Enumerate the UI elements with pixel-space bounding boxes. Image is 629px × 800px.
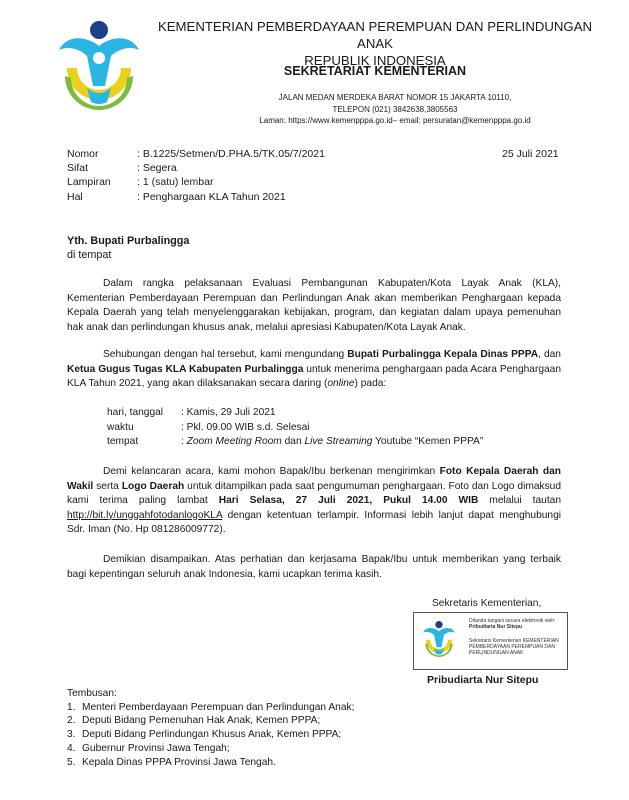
e-signature-stamp bbox=[413, 612, 568, 670]
stamp-line-2: Pribudiarta Nur Sitepu bbox=[469, 624, 523, 630]
event-row-place bbox=[107, 435, 527, 450]
paragraph-3-text: serta bbox=[93, 480, 122, 492]
republic-name: REPUBLIK INDONESIA bbox=[304, 53, 446, 68]
meta-row-hal bbox=[67, 191, 567, 205]
cc-number: 3. bbox=[67, 729, 76, 741]
logo-request: Logo Daerah bbox=[121, 480, 185, 492]
carbon-copy bbox=[67, 687, 354, 769]
stamp-logo-icon bbox=[422, 619, 456, 661]
meta-label: Nomor bbox=[67, 148, 99, 160]
cc-item bbox=[67, 701, 354, 715]
paragraph-3 bbox=[67, 465, 561, 538]
event-label: waktu bbox=[107, 421, 134, 433]
address-line-3: Laman: https://www.kemenpppa.go.id– email: persuratan@kemenpppa.go.id bbox=[259, 116, 531, 125]
paragraph-3-text: Demi kelancaran acara, kami mohon Bapak/Ibu berkenan mengirimkan bbox=[103, 466, 440, 477]
address-line-2: TELEPON (021) 3842638,3805563 bbox=[332, 104, 458, 114]
letter-meta bbox=[67, 148, 567, 205]
meta-label: Lampiran bbox=[67, 176, 111, 189]
recipient-place: di tempat bbox=[67, 249, 112, 261]
cc-item bbox=[67, 756, 354, 770]
paragraph-2-text: Sehubungan dengan hal tersebut, kami mengundang bbox=[103, 349, 348, 360]
paragraph-3-text: dengan ketentuan terlampir. Informasi lebih lanjut dapat menghubungi Sdr. Iman (No. Hp 081286009772). bbox=[67, 509, 561, 536]
meta-row-sifat bbox=[67, 162, 567, 176]
online-text: online bbox=[327, 378, 355, 390]
invitee-1: Bupati Purbalingga Kepala Dinas PPPA bbox=[347, 349, 539, 360]
paragraph-3-text: melalui tautan bbox=[478, 495, 561, 507]
meta-value: : 1 (satu) lembar bbox=[137, 176, 214, 189]
stamp-line-3: Sekretaris Kementerian KEMENTERIAN PEMBERDAYAAN PEREMPUAN DAN PERLINDUNGAN ANAK bbox=[469, 638, 559, 656]
secretariat-name: SEKRETARIAT KEMENTERIAN bbox=[283, 64, 467, 78]
event-value-text: dan bbox=[281, 436, 305, 448]
cc-number: 1. bbox=[67, 701, 76, 713]
event-value bbox=[181, 435, 483, 450]
event-value: : Pkl. 09.00 WIB s.d. Selesai bbox=[181, 421, 310, 433]
meta-value: : Penghargaan KLA Tahun 2021 bbox=[137, 190, 286, 203]
cc-text: Menteri Pemberdayaan Perempuan dan Perlindungan Anak; bbox=[82, 701, 355, 713]
upload-link[interactable]: http://bit.ly/unggahfotodanlogoKLA bbox=[67, 509, 223, 521]
event-row-time bbox=[107, 421, 527, 436]
event-venue: Zoom Meeting Room bbox=[186, 436, 282, 448]
cc-text: Gubernur Provinsi Jawa Tengah; bbox=[82, 742, 230, 754]
meta-label: Hal bbox=[67, 190, 83, 203]
paragraph-4 bbox=[67, 553, 561, 582]
event-row-day bbox=[107, 406, 527, 421]
letterhead-title bbox=[140, 18, 610, 69]
signatory-title: Sekretaris Kementerian, bbox=[432, 598, 542, 609]
address-line-1: JALAN MEDAN MERDEKA BARAT NOMOR 15 JAKARTA 10110, bbox=[278, 93, 512, 102]
paragraph-2 bbox=[67, 348, 561, 392]
paragraph-2-text: ) pada: bbox=[354, 378, 387, 390]
paragraph-2-text: , dan bbox=[538, 349, 561, 360]
ministry-name: KEMENTERIAN PEMBERDAYAAN PEREMPUAN DAN PERLINDUNGAN ANAK bbox=[157, 19, 593, 51]
recipient-name: Yth. Bupati Purbalingga bbox=[67, 235, 190, 247]
paragraph-1-text: Dalam rangka pelaksanaan Evaluasi Pembangunan Kabupaten/Kota Layak Anak (KLA), Kementerian Pemberdayaan Perempuan dan Perlindungan Anak akan memberikan Penghargaan kepada Kepala Daerah yang telah menyelenggarakan kebijakan, program, dan kegiatan dalam upaya pemenuhan hak anak dan perlindungan khusus anak, melalui apresiasi Kabupaten/Kota Layak Anak. bbox=[67, 278, 561, 333]
meta-row-lampiran bbox=[67, 176, 567, 190]
cc-text: Deputi Bidang Perlindungan Khusus Anak, Kemen PPPA; bbox=[82, 729, 342, 741]
stamp-header bbox=[469, 618, 555, 630]
event-stream: Live Streaming bbox=[304, 436, 373, 448]
paragraph-4-text: Demikian disampaikan. Atas perhatian dan kerjasama Bapak/Ibu untuk memberikan yang terbaik bagi kepentingan seluruh anak Indonesia, kami ucapkan terima kasih. bbox=[67, 554, 561, 580]
stamp-line-1: Ditanda tangani secara elektronik oleh: bbox=[469, 618, 556, 624]
photo-request: Foto Kepala Daerah dan Wakil bbox=[67, 466, 561, 492]
event-value: : Kamis, 29 Juli 2021 bbox=[181, 407, 276, 418]
cc-title: Tembusan: bbox=[67, 688, 117, 699]
cc-number: 4. bbox=[67, 742, 76, 754]
paragraph-3-text: untuk ditampilkan pada saat pengumuman penghargaan. Foto dan Logo dimaksud kami terima paling lambat bbox=[67, 480, 562, 507]
ministry-logo-icon bbox=[57, 16, 141, 120]
cc-item bbox=[67, 728, 354, 742]
cc-number: 5. bbox=[67, 756, 76, 768]
meta-value: : Segera bbox=[137, 162, 177, 175]
cc-list bbox=[67, 701, 354, 770]
event-value-text: Youtube “Kemen PPPA” bbox=[372, 436, 484, 448]
paragraph-2-text: untuk menerima penghargaan pada Acara Penghargaan KLA Tahun 2021, yang akan dilaksanakan secara daring ( bbox=[67, 363, 561, 390]
signatory-name: Pribudiarta Nur Sitepu bbox=[427, 674, 539, 686]
recipient bbox=[67, 235, 189, 261]
meta-label: Sifat bbox=[67, 162, 89, 175]
cc-number: 2. bbox=[67, 715, 76, 727]
cc-item bbox=[67, 742, 354, 756]
cc-text: Kepala Dinas PPPA Provinsi Jawa Tengah. bbox=[82, 756, 276, 768]
paragraph-1 bbox=[67, 277, 561, 335]
event-details bbox=[107, 406, 527, 450]
invitee-2: Ketua Gugus Tugas KLA Kabupaten Purbalingga bbox=[67, 363, 304, 375]
meta-value: : B.1225/Setmen/D.PHA.5/TK.05/7/2021 bbox=[137, 148, 325, 160]
event-value-text: : bbox=[181, 436, 187, 448]
deadline: Hari Selasa, 27 Juli 2021, Pukul 14.00 WIB bbox=[218, 495, 479, 507]
event-label: tempat bbox=[107, 436, 139, 448]
cc-item bbox=[67, 714, 354, 728]
meta-row-nomor bbox=[67, 148, 567, 162]
event-label: hari, tanggal bbox=[107, 407, 164, 418]
cc-text: Deputi Bidang Pemenuhan Hak Anak, Kemen PPPA; bbox=[82, 715, 321, 727]
letter-date: 25 Juli 2021 bbox=[502, 148, 559, 160]
